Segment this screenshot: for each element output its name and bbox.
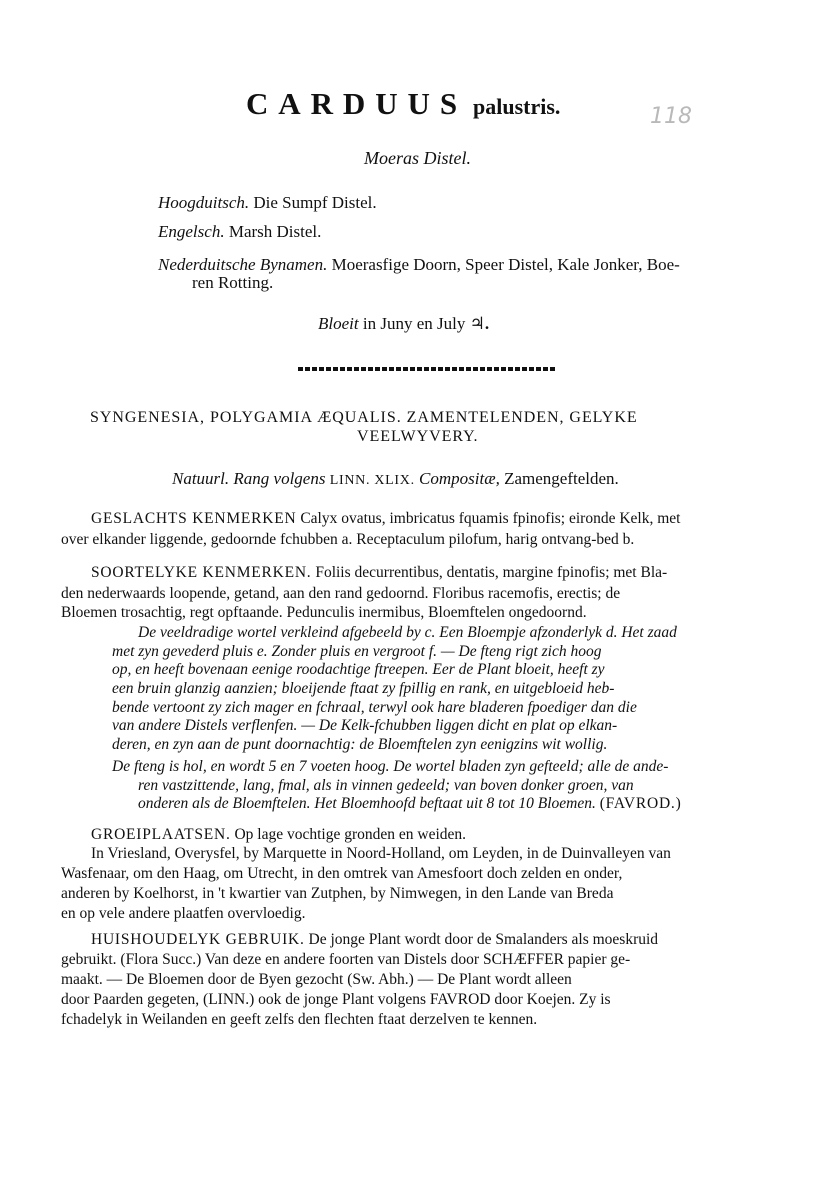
name-german-value: Die Sumpf Distel. bbox=[253, 193, 377, 212]
name-dutch-value: Moerasfige Doorn, Speer Distel, Kale Jonker, Boe- bbox=[331, 255, 680, 274]
use-text: De jonge Plant wordt door de Smalanders als moeskruid bbox=[308, 931, 659, 948]
description-note-2 bbox=[112, 758, 682, 814]
use-line: gebruikt. (Flora Succ.) Van deze en andere foorten van Distels door SCHÆFFER papier ge- bbox=[61, 951, 631, 968]
name-dutch-lang: Nederduitsche Bynamen. bbox=[158, 255, 328, 274]
description-note-1 bbox=[112, 624, 677, 755]
genus-characters-line1 bbox=[91, 510, 680, 528]
rank-suffix: Zamengeftelden. bbox=[504, 469, 619, 488]
perennial-symbol: ♃. bbox=[469, 314, 490, 333]
note-line: deren, en zyn aan de punt doornachtig: de Bloemftelen zyn eenigzins wit wollig. bbox=[112, 736, 608, 754]
use-line: fchadelyk in Weilanden en geeft zelfs den flechten ftaat derzelven te kennen. bbox=[61, 1011, 538, 1028]
species-characters-line1 bbox=[91, 564, 667, 582]
name-english-value: Marsh Distel. bbox=[228, 222, 322, 241]
species-characters-line3: Bloemen trosachtig, regt opftaande. Pedunculis inermibus, Bloemftelen ongedoornd. bbox=[61, 604, 587, 621]
name-english bbox=[158, 222, 321, 242]
species-characters-heading: SOORTELYKE KENMERKEN. bbox=[91, 564, 312, 581]
bloei-line bbox=[318, 314, 489, 334]
name-dutch-cont: ren Rotting. bbox=[192, 273, 274, 292]
note-line: op, en heeft bovenaan eenige roodachtige ftreepen. Eer de Plant bloeit, heeft zy bbox=[112, 661, 605, 679]
classification-line1: SYNGENESIA, POLYGAMIA ÆQUALIS. ZAMENTELENDEN, GELYKE bbox=[90, 409, 638, 426]
use-line: maakt. — De Bloemen door de Byen gezocht (Sw. Abh.) — De Plant wordt alleen bbox=[61, 971, 572, 988]
rank-linn: LINN. XLIX. bbox=[329, 473, 415, 488]
note-line: De fteng is hol, en wordt 5 en 7 voeten hoog. De wortel bladen zyn gefteeld; alle de ande- bbox=[112, 758, 669, 775]
species-characters-line2: den nederwaards loopende, getand, aan den rand gedoornd. Floribus racemofis, erectis; de bbox=[61, 585, 621, 602]
ornament-divider bbox=[298, 367, 556, 371]
page-title bbox=[246, 86, 560, 122]
name-german bbox=[158, 193, 377, 213]
habitat-text: Op lage vochtige gronden en weiden. bbox=[234, 826, 467, 843]
natural-rank bbox=[172, 469, 619, 489]
use-line1 bbox=[91, 931, 658, 949]
name-german-lang: Hoogduitsch. bbox=[158, 193, 250, 212]
subtitle: Moeras Distel. bbox=[364, 148, 471, 168]
habitat-locations bbox=[61, 845, 671, 925]
species-name: palustris. bbox=[473, 94, 561, 119]
bloei-label: Bloeit bbox=[318, 314, 359, 333]
pencil-page-number: 118 bbox=[650, 104, 692, 129]
use-line: door Paarden gegeten, (LINN.) ook de jonge Plant volgens FAVROD door Koejen. Zy is bbox=[61, 991, 611, 1008]
name-english-lang: Engelsch. bbox=[158, 222, 225, 241]
name-dutch bbox=[158, 255, 680, 275]
genus-characters-text1: Calyx ovatus, imbricatus fquamis fpinofis; eironde Kelk, met bbox=[300, 510, 681, 527]
use-heading: HUISHOUDELYK GEBRUIK. bbox=[91, 931, 305, 948]
note-line: met zyn gevederd pluis e. Zonder pluis en vergroot f. — De fteng rigt zich hoog bbox=[112, 642, 602, 660]
genus-characters-line2: over elkander liggende, gedoornde fchubben a. Receptaculum pilofum, harig ontvang-bed b. bbox=[61, 531, 635, 548]
rank-comp: Compositæ, bbox=[419, 469, 500, 488]
note-line: ren vastzittende, lang, fmal, als in vinnen gedeeld; van boven donker groen, van bbox=[138, 776, 634, 794]
use-text-block bbox=[61, 951, 630, 1031]
habitat-line1 bbox=[91, 826, 466, 844]
note-line bbox=[138, 795, 682, 814]
note-line: van andere Distels verflenfen. — De Kelk-fchubben liggen dicht en plat op elkan- bbox=[112, 717, 618, 735]
favrod-citation: (FAVROD.) bbox=[599, 795, 682, 813]
habitat-location-line: In Vriesland, Overysfel, by Marquette in Noord-Holland, om Leyden, in de Duinvalleyen van bbox=[91, 845, 671, 862]
species-characters-text1: Foliis decurrentibus, dentatis, margine fpinofis; met Bla- bbox=[315, 564, 668, 581]
habitat-location-line: Wasfenaar, om den Haag, om Utrecht, in den omtrek van Amesfoort doch zelden en onder, bbox=[61, 865, 623, 882]
note-line-text: onderen als de Bloemftelen. Het Bloemhoofd beftaat uit 8 tot 10 Bloemen. bbox=[138, 795, 596, 813]
note-line: een bruin glanzig aanzien; bloeijende ftaat zy fpillig en rank, en uitgebloeid heb- bbox=[112, 680, 615, 698]
habitat-location-line: en op vele andere plaatfen overvloedig. bbox=[61, 905, 306, 922]
genus-characters-heading: GESLACHTS KENMERKEN bbox=[91, 510, 297, 527]
classification-line2: VEELWYVERY. bbox=[357, 428, 479, 445]
habitat-heading: GROEIPLAATSEN. bbox=[91, 826, 231, 843]
bloei-text: in Juny en July bbox=[362, 314, 466, 333]
habitat-location-line: anderen by Koelhorst, in 't kwartier van Zutphen, by Nimwegen, in den Lande van Breda bbox=[61, 885, 614, 902]
note-line: De veeldradige wortel verkleind afgebeeld by c. Een Bloempje afzonderlyk d. Het zaad bbox=[138, 624, 677, 641]
note-line: bende vertoont zy zich mager en fchraal, terwyl ook hare bladeren fpoediger dan die bbox=[112, 698, 637, 716]
genus-name: CARDUUS bbox=[246, 86, 468, 121]
rank-prefix: Natuurl. Rang volgens bbox=[172, 469, 326, 488]
